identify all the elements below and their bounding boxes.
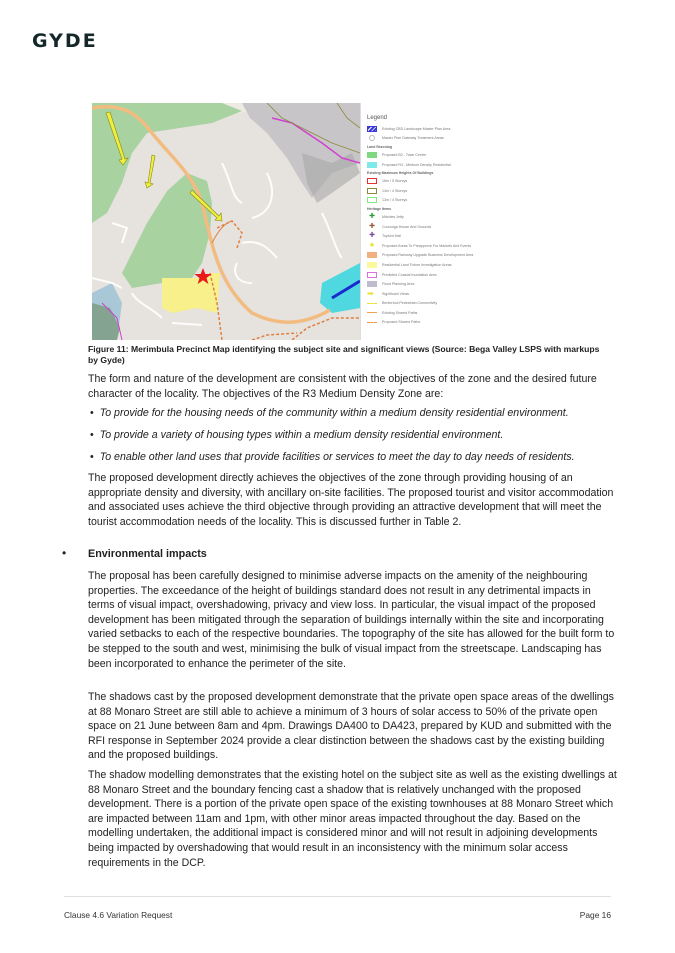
legend-swatch-icon <box>367 197 377 203</box>
bullet-dot: • <box>90 407 94 419</box>
environmental-paragraph-3: The shadow modelling demonstrates that the existing hotel on the subject site as well as the existing dwellings at 88 Monaro Street and the boundary fencing cast a shadow that is relatively unchanged with the proposed development. There is a portion of the private open space of the existing townhouses at 88 Monaro Street which are impacted between 11am and 1pm, with other minor areas impacted throughout the day. Based on the modelling undertaken, the additional impact is considered minor and will not result in adjoining developments being impacted by overshadowing that would result in an inconsistency with the minimum solar access requirements in the DCP. <box>88 769 617 869</box>
legend-item-label: Significant Views <box>382 291 410 296</box>
legend-item <box>367 150 487 160</box>
legend-item-label: Master Plan Gateway Treatment Areas <box>382 136 444 141</box>
legend-item <box>367 196 487 206</box>
legend-swatch-icon: ✚ <box>369 212 375 220</box>
legend-item <box>367 260 487 270</box>
legend-swatch-icon: ✚ <box>369 232 375 240</box>
legend-swatch-icon <box>367 162 377 168</box>
legend-item-label: Existing CBD Landscape Master Plan Area <box>382 126 451 131</box>
legend-item-label: Proposed B2 - Town Centre <box>382 152 427 157</box>
legend-item-label: 16m / 5 Storeys <box>382 179 408 184</box>
legend-item-label: Residential Land Future Investigation Areas <box>382 262 452 267</box>
precinct-map <box>92 103 360 340</box>
legend-item <box>367 124 487 134</box>
legend-swatch-icon <box>369 135 375 141</box>
environmental-paragraph-1: The proposal has been carefully designed to minimise adverse impacts on the amenity of the neighbouring properties. The exceedance of the height of buildings standard does not result in any detrimental impacts in terms of visual impact, overshadowing, privacy and view loss. In particular, the visual impact of the proposed development has been mitigated through the separation of buildings internally within the site and incorporating varied setbacks to each of the respective boundaries. The topography of the site has allowed for the built form to be stepped to the south and west, minimising the bulk of visual impact from the streetscape. Landscaping has been incorporated to enhance the perimeter of the site. <box>88 570 615 670</box>
legend-swatch-icon <box>367 152 377 158</box>
legend-item-label: Proposed R3 - Medium Density Residential <box>382 162 451 167</box>
legend-item <box>367 289 487 299</box>
objective-text: To enable other land uses that provide facilities or services to meet the day to day needs of residents. <box>99 451 575 463</box>
legend-title: Legend <box>367 115 388 121</box>
legend-item <box>367 212 487 222</box>
legend-item <box>367 231 487 241</box>
bullet-dot: • <box>90 429 94 441</box>
figure-merimbula-precinct-map <box>92 103 486 340</box>
legend-item <box>367 299 487 309</box>
legend-swatch-icon <box>367 322 377 323</box>
gyde-logo: GYDE <box>32 30 98 52</box>
legend-swatch-icon: ★ <box>368 241 376 249</box>
legend-swatch-icon <box>367 252 377 258</box>
legend-item <box>367 318 487 328</box>
legend-swatch-icon <box>367 272 377 278</box>
objective-text: To provide a variety of housing types within a medium density residential environment. <box>99 429 504 441</box>
legend-item-label: 14m / 4 Storeys <box>382 188 408 193</box>
objective-item <box>90 451 575 463</box>
legend-swatch-icon <box>367 281 377 287</box>
legend-group-label: Existing Maximum Heights Of Buildings <box>367 171 434 176</box>
footer-divider <box>64 896 611 897</box>
legend-item-label: Existing Shared Paths <box>382 310 418 315</box>
legend-item-label: Courunga House And Grounds <box>382 224 432 229</box>
legend-item <box>367 186 487 196</box>
achieves-paragraph: The proposed development directly achieves the objectives of the zone through providing housing of an appropriate density and diversity, with ancillary on-site facilities. The proposed tourist and visitor accommodation and associated uses achieve the third objective through providing an attractive development that will meet the tourist accommodation needs of the locality. This is discussed further in Table 2. <box>88 472 614 528</box>
footer-page-number: Page 16 <box>579 910 611 920</box>
section-heading-environmental-impacts: Environmental impacts <box>88 548 207 560</box>
legend-group-label: Land Rezoning <box>367 145 393 150</box>
legend-item-label: Proposed Ramway Upgrade Business Development Area <box>382 253 474 258</box>
map-legend <box>360 103 487 340</box>
legend-item-label: Proposed Areas To Preapprove For Markets And Events <box>382 243 472 248</box>
legend-swatch-icon: ✚ <box>369 222 375 230</box>
legend-item <box>367 308 487 318</box>
legend-swatch-icon <box>367 303 377 304</box>
legend-item-label: Toyford Hall <box>382 234 401 239</box>
legend-item <box>367 134 487 144</box>
legend-item-label: Flood Planning Area <box>382 282 415 287</box>
section-bullet: • <box>62 546 67 560</box>
environmental-paragraph-2: The shadows cast by the proposed development demonstrate that the private open space areas of the dwellings at 88 Monaro Street are still able to achieve a minimum of 3 hours of solar access to 50% of the private open space on 21 June between 8am and 4pm. Drawings DA400 to DA423, prepared by KUD and submitted with the RFI response in September 2024 provide a clear distinction between the shadows cast by the existing building and the proposed buildings. <box>88 691 614 762</box>
footer-document-title: Clause 4.6 Variation Request <box>64 910 173 920</box>
legend-swatch-icon <box>367 126 377 132</box>
legend-item <box>367 160 487 170</box>
legend-items <box>361 124 487 327</box>
objective-item <box>90 407 569 419</box>
legend-swatch-icon <box>367 312 377 313</box>
legend-item <box>367 222 487 232</box>
legend-item-label: Proposed Shared Paths <box>382 320 421 325</box>
map-graphic <box>92 103 360 340</box>
legend-swatch-icon <box>367 262 377 268</box>
legend-item <box>367 270 487 280</box>
legend-item <box>367 241 487 251</box>
bullet-dot: • <box>90 451 94 463</box>
legend-item <box>367 251 487 261</box>
legend-item-label: 13m / 4 Storeys <box>382 198 408 203</box>
legend-swatch-icon <box>367 178 377 184</box>
figure-caption: Figure 11: Merimbula Precinct Map identifying the subject site and significant views (Source: Bega Valley LSPS with markups by Gyde) <box>88 344 600 365</box>
legend-item-label: Bentertool Pedestrian Connectivity <box>382 301 438 306</box>
objective-item <box>90 429 503 441</box>
legend-item-label: Predicted Coastal Inundation Area <box>382 272 437 277</box>
legend-item <box>367 176 487 186</box>
legend-group-label: Heritage Items <box>367 207 392 212</box>
objective-text: To provide for the housing needs of the community within a medium density residential environment. <box>99 407 569 419</box>
intro-paragraph: The form and nature of the development are consistent with the objectives of the zone and the desired future character of the locality. The objectives of the R3 Medium Density Zone are: <box>88 373 597 400</box>
legend-item <box>367 279 487 289</box>
legend-swatch-icon <box>367 188 377 194</box>
legend-swatch-icon: ➡ <box>367 288 374 298</box>
legend-item-label: Mitchies Jetty <box>382 214 404 219</box>
